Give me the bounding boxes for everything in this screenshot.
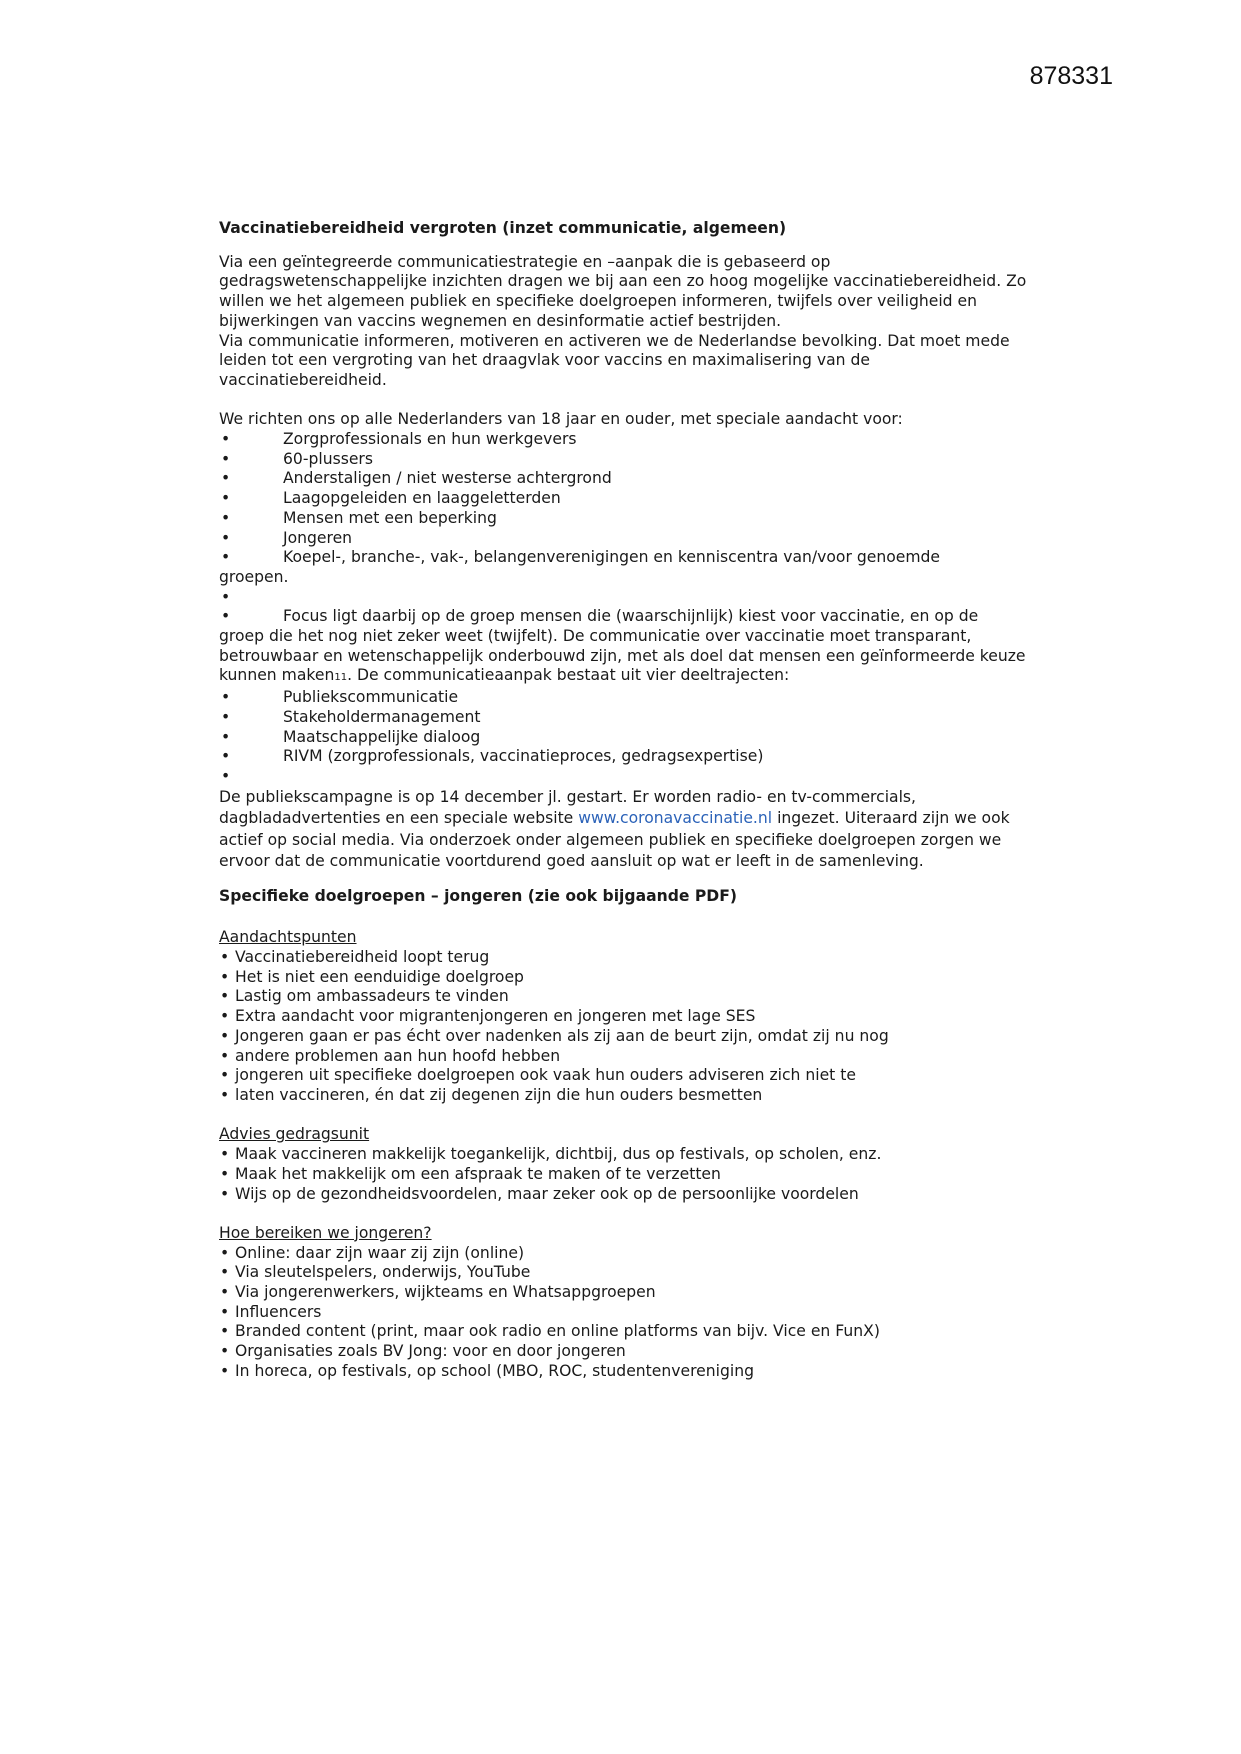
document-id: 878331 xyxy=(1029,62,1113,90)
list-item: • Jongeren xyxy=(219,529,1039,549)
attention-list xyxy=(219,948,1039,1106)
attention-heading: Aandachtspunten xyxy=(219,928,357,947)
list-item: • Mensen met een beperking xyxy=(219,509,1039,529)
list-item: • Stakeholdermanagement xyxy=(219,708,1039,728)
list-item: • 60-plussers xyxy=(219,450,1039,470)
list-item: • andere problemen aan hun hoofd hebben xyxy=(219,1047,1039,1067)
list-item: • Anderstaligen / niet westerse achtergrond xyxy=(219,469,1039,489)
list-item: • Maatschappelijke dialoog xyxy=(219,728,1039,748)
audience-list xyxy=(219,430,1039,787)
focus-text-continued: groep die het nog niet zeker weet (twijfelt). De communicatie over vaccinatie moet transparant, betrouwbaar en wetenschappelijk onderbouwd zijn, met als doel dat mensen een geïnformeerde keuze kunnen maken11. De communicatieaanpak bestaat uit vier deeltrajecten: xyxy=(219,627,1026,685)
footnote-marker: 11 xyxy=(334,672,348,684)
reach-list xyxy=(219,1244,1039,1382)
list-item xyxy=(219,548,1039,587)
section-title-youth: Specifieke doelgroepen – jongeren (zie ook bijgaande PDF) xyxy=(219,886,738,905)
list-item: • RIVM (zorgprofessionals, vaccinatieproces, gedragsexpertise) xyxy=(219,747,1039,767)
list-item: • Jongeren gaan er pas écht over nadenken als zij aan de beurt zijn, omdat zij nu nog xyxy=(219,1027,1039,1047)
advice-heading: Advies gedragsunit xyxy=(219,1125,370,1144)
list-item-text-continued: groepen. xyxy=(219,567,289,586)
advice-list xyxy=(219,1145,1039,1204)
activation-paragraph: Via communicatie informeren, motiveren en activeren we de Nederlandse bevolking. Dat moet mede leiden tot een vergroting van het draagvlak voor vaccins en maximalisering van de vaccinatiebereidheid. xyxy=(219,331,1010,389)
empty-list-item xyxy=(219,767,1039,787)
list-item: • Via sleutelspelers, onderwijs, YouTube xyxy=(219,1263,1039,1283)
list-item: • Maak het makkelijk om een afspraak te maken of te verzetten xyxy=(219,1165,1039,1185)
list-item: • Lastig om ambassadeurs te vinden xyxy=(219,987,1039,1007)
list-item-text: Koepel-, branche-, vak-, belangenverenigingen en kenniscentra van/voor genoemde xyxy=(283,548,941,567)
list-item: • Publiekscommunicatie xyxy=(219,688,1039,708)
list-item: • Influencers xyxy=(219,1303,1039,1323)
focus-list-item xyxy=(219,607,1039,688)
list-item: • Online: daar zijn waar zij zijn (online) xyxy=(219,1244,1039,1264)
empty-list-item xyxy=(219,588,1039,608)
list-item: • laten vaccineren, én dat zij degenen zijn die hun ouders besmetten xyxy=(219,1086,1039,1106)
list-item: • Via jongerenwerkers, wijkteams en Whatsappgroepen xyxy=(219,1283,1039,1303)
campaign-website-link[interactable]: www.coronavaccinatie.nl xyxy=(578,809,773,828)
list-item: • Extra aandacht voor migrantenjongeren en jongeren met lage SES xyxy=(219,1007,1039,1027)
list-item: • Maak vaccineren makkelijk toegankelijk, dichtbij, dus op festivals, op scholen, enz. xyxy=(219,1145,1039,1165)
list-item: • Zorgprofessionals en hun werkgevers xyxy=(219,430,1039,450)
campaign-paragraph: De publiekscampagne is op 14 december jl. gestart. Er worden radio- en tv-commercials, dagbladadvertenties en een speciale website www.coronavaccinatie.nl ingezet. Uiteraard zijn we ook actief op social media. Via onderzoek onder algemeen publiek en specifieke doelgroepen zorgen we ervoor dat de communicatie voortdurend goed aansluit op wat er leeft in de samenleving. xyxy=(219,787,1010,871)
section-title-general: Vaccinatiebereidheid vergroten (inzet communicatie, algemeen) xyxy=(219,219,787,237)
reach-heading: Hoe bereiken we jongeren? xyxy=(219,1223,432,1242)
list-item: • jongeren uit specifieke doelgroepen ook vaak hun ouders adviseren zich niet te xyxy=(219,1066,1039,1086)
list-item: • In horeca, op festivals, op school (MBO, ROC, studentenvereniging xyxy=(219,1362,1039,1382)
audience-intro: We richten ons op alle Nederlanders van 18 jaar en ouder, met speciale aandacht voor: xyxy=(219,410,903,429)
list-item: • Het is niet een eenduidige doelgroep xyxy=(219,968,1039,988)
list-item: • Branded content (print, maar ook radio en online platforms van bijv. Vice en FunX) xyxy=(219,1322,1039,1342)
focus-text: Focus ligt daarbij op de groep mensen die (waarschijnlijk) kiest voor vaccinatie, en op de xyxy=(283,607,979,626)
list-item: • Organisaties zoals BV Jong: voor en door jongeren xyxy=(219,1342,1039,1362)
list-item: • Laagopgeleiden en laaggeletterden xyxy=(219,489,1039,509)
list-item: • Vaccinatiebereidheid loopt terug xyxy=(219,948,1039,968)
list-item: • Wijs op de gezondheidsvoordelen, maar zeker ook op de persoonlijke voordelen xyxy=(219,1185,1039,1205)
document-body xyxy=(219,219,1039,1382)
intro-paragraph: Via een geïntegreerde communicatiestrategie en –aanpak die is gebaseerd op gedragswetenschappelijke inzichten dragen we bij aan een zo hoog mogelijke vaccinatiebereidheid. Zo willen we het algemeen publiek en specifieke doelgroepen informeren, twijfels over veiligheid en bijwerkingen van vaccins wegnemen en desinformatie actief bestrijden. xyxy=(219,252,1027,330)
